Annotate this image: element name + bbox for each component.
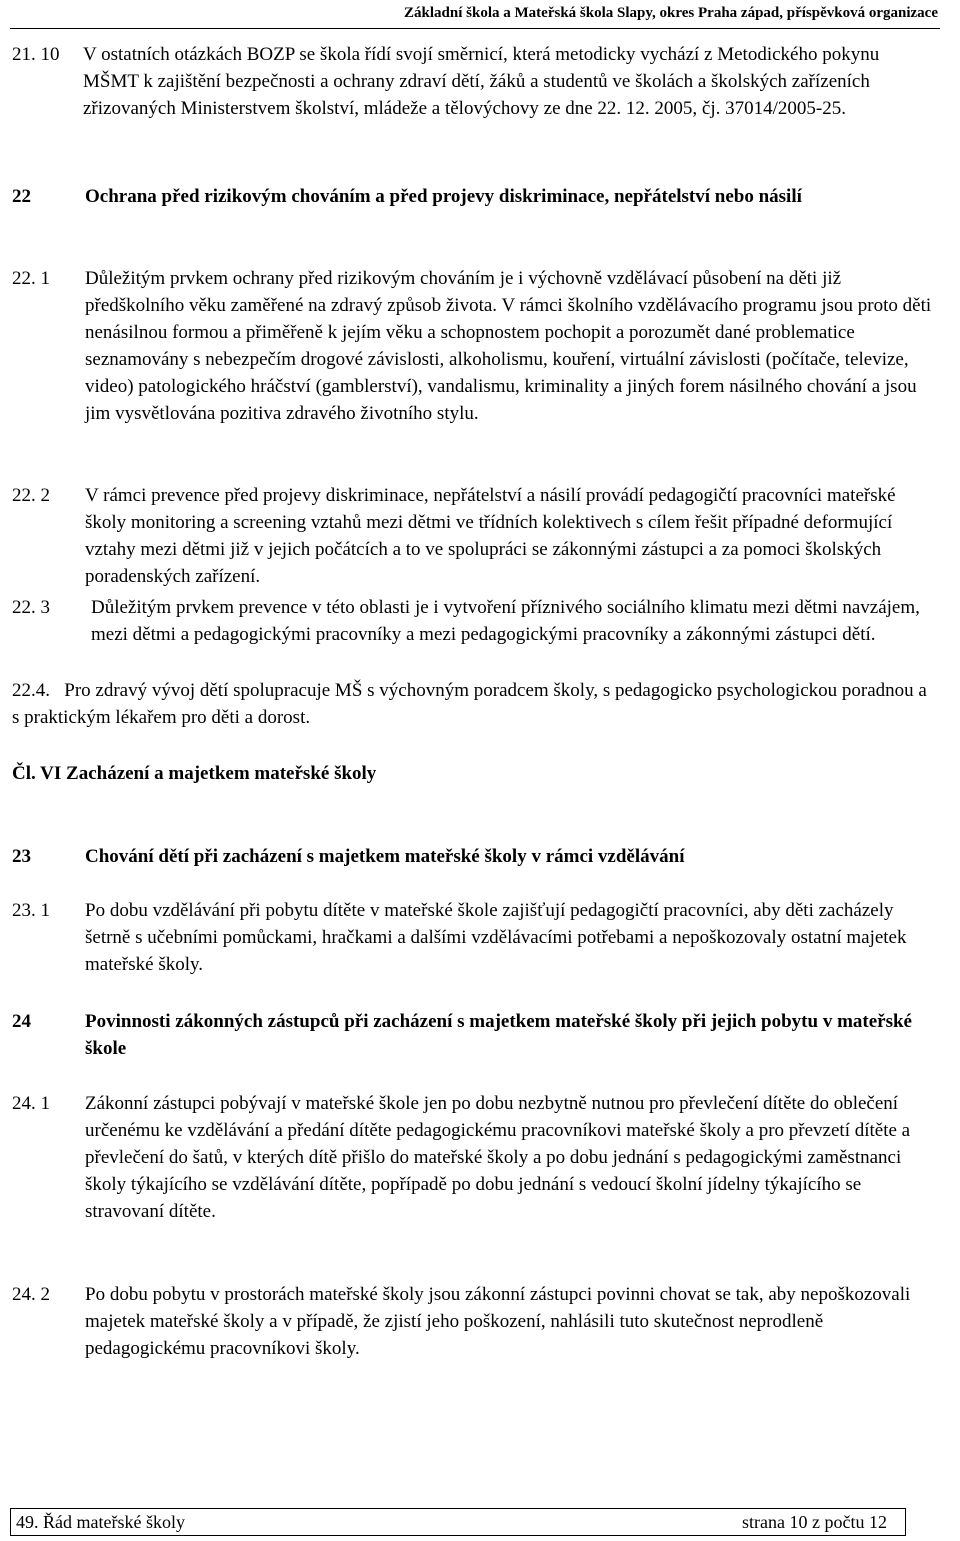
paragraph-number: 21. 10	[12, 44, 60, 65]
paragraph-number: 24. 1	[12, 1093, 50, 1114]
paragraph-number: 22.4.	[12, 680, 50, 701]
paragraph-number: 22. 3	[12, 597, 50, 618]
footer-page-number: strana 10 z počtu 12	[742, 1512, 887, 1532]
paragraph-number: 23. 1	[12, 900, 50, 921]
paragraph-24-2	[12, 1281, 932, 1362]
section-heading-22	[12, 183, 932, 210]
section-heading-23	[12, 843, 932, 870]
section-title: Chování dětí při zacházení s majetkem mateřské školy v rámci vzdělávání	[85, 846, 685, 867]
paragraph-number: 22. 1	[12, 268, 50, 289]
paragraph-text: Po dobu pobytu v prostorách mateřské školy jsou zákonní zástupci povinni chovat se tak, aby nepoškozovali majetek mateřské školy a v případě, že zjistí jeho poškození, nahlásili tuto skutečnost neprodleně pedagogickému pracovníkovi školy.	[85, 1284, 911, 1359]
section-heading-24	[12, 1008, 932, 1062]
paragraph-number: 24. 2	[12, 1284, 50, 1305]
header-organization: Základní škola a Mateřská škola Slapy, okres Praha západ, příspěvková organizace	[404, 5, 938, 21]
paragraph-22-2	[12, 482, 932, 590]
section-number: 22	[12, 186, 31, 207]
paragraph-text: V ostatních otázkách BOZP se škola řídí svojí směrnicí, která metodicky vychází z Metodického pokynu MŠMT k zajištění bezpečnosti a ochrany zdraví dětí, žáků a studentů ve školách a školských zařízeních zřizovaných Ministerstvem školství, mládeže a tělovýchovy ze dne 22. 12. 2005, čj. 37014/2005-25.	[83, 44, 880, 119]
section-title: Ochrana před rizikovým chováním a před projevy diskriminace, nepřátelství nebo násilí	[85, 186, 802, 207]
paragraph-text: Důležitým prvkem prevence v této oblasti je i vytvoření příznivého sociálního klimatu mezi dětmi navzájem, mezi dětmi a pedagogickými pracovníky a mezi pedagogickými pracovníky a zákonnými zástupci dětí.	[91, 597, 920, 645]
paragraph-22-3	[12, 594, 932, 648]
paragraph-23-1	[12, 897, 932, 978]
paragraph-24-1	[12, 1090, 932, 1225]
paragraph-text: Důležitým prvkem ochrany před rizikovým chováním je i výchovně vzdělávací působení na děti již předškolního věku zaměřené na zdravý způsob života. V rámci školního vzdělávacího programu jsou proto děti nenásilnou formou a přiměřeně k jejím věku a schopnostem pochopit a porozumět dané problematice seznamovány s nebezpečím drogové závislosti, alkoholismu, kouření, virtuální závislosti (počítače, televize, video) patologického hráčství (gamblerství), vandalismu, kriminality a jiných forem násilného chování a jsou jim vysvětlována pozitiva zdravého životního stylu.	[85, 268, 932, 424]
section-title: Povinnosti zákonných zástupců při zacházení s majetkem mateřské školy při jejich pobytu v mateřské škole	[85, 1011, 912, 1059]
paragraph-text: Pro zdravý vývoj dětí spolupracuje MŠ s výchovným poradcem školy, s pedagogicko psychologickou poradnou a s praktickým lékařem pro děti a dorost.	[12, 680, 927, 728]
paragraph-22-4	[12, 677, 938, 731]
paragraph-22-1	[12, 265, 932, 427]
page-footer	[10, 1508, 906, 1536]
paragraph-text: Po dobu vzdělávání při pobytu dítěte v mateřské škole zajišťují pedagogičtí pracovníci, aby děti zacházely šetrně s učebními pomůckami, hračkami a dalšími vzdělávacími potřebami a nepoškozovaly ostatní majetek mateřské školy.	[85, 900, 907, 975]
paragraph-21-10	[12, 41, 932, 122]
section-number: 23	[12, 846, 31, 867]
footer-document-title: 49. Řád mateřské školy	[16, 1512, 185, 1532]
paragraph-text: V rámci prevence před projevy diskriminace, nepřátelství a násilí provádí pedagogičtí pracovníci mateřské školy monitoring a screening vztahů mezi dětmi ve třídních kolektivech s cílem řešit případné deformující vztahy mezi dětmi již v jejich počátcích a to ve spolupráci se zákonnými zástupci a za pomoci školských poradenských zařízení.	[85, 485, 896, 587]
paragraph-number: 22. 2	[12, 485, 50, 506]
chapter-title: Čl. VI Zacházení a majetkem mateřské školy	[12, 763, 377, 784]
paragraph-text: Zákonní zástupci pobývají v mateřské škole jen po dobu nezbytně nutnou pro převlečení dítěte do oblečení určenému ke vzdělávání a předání dítěte pedagogickému pracovníkovi mateřské školy a pro převzetí dítěte a převlečení do šatů, v kterých dítě přišlo do mateřské školy a po dobu jednání s pedagogickými zaměstnanci školy týkajícího se vzdělávání dítěte, popřípadě po dobu jednání s vedoucí školní jídelny týkajícího se stravovaní dítěte.	[85, 1093, 911, 1222]
section-number: 24	[12, 1011, 31, 1032]
header-divider	[10, 28, 940, 29]
